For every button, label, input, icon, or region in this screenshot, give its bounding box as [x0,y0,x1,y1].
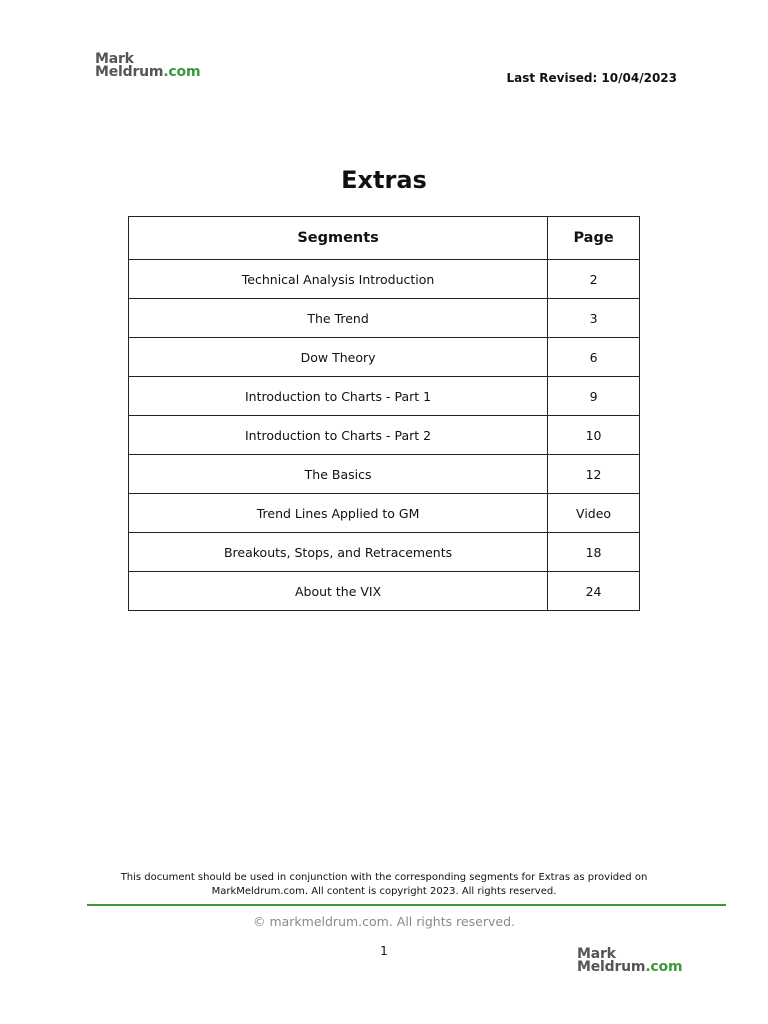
brand-logo [95,53,200,79]
table-header-row [129,217,640,260]
segment-name: Introduction to Charts - Part 2 [129,416,548,455]
segment-name: Introduction to Charts - Part 1 [129,377,548,416]
segment-name: About the VIX [129,572,548,611]
segment-name: The Trend [129,299,548,338]
segment-name: Breakouts, Stops, and Retracements [129,533,548,572]
logo-line-1: Mark [577,946,616,962]
table-row [129,260,640,299]
footer-logo [577,948,682,974]
notice-line-1: This document should be used in conjunction with the corresponding segments for Extras as provided on [120,872,648,883]
segments-table [128,216,640,611]
segment-page: 12 [548,455,640,494]
document-title: Extras [341,166,427,194]
table-row [129,416,640,455]
segment-page: 10 [548,416,640,455]
header-page: Page [548,217,640,260]
segment-page: 6 [548,338,640,377]
segment-page: 9 [548,377,640,416]
copyright-text: © markmeldrum.com. All rights reserved. [252,914,516,929]
table-row [129,455,640,494]
logo-name: Meldrum [95,64,164,80]
logo-line-2 [577,961,682,974]
segment-page: 2 [548,260,640,299]
table-row [129,338,640,377]
logo-name: Meldrum [577,959,646,975]
segment-page: 18 [548,533,640,572]
segment-page: 24 [548,572,640,611]
logo-line-1: Mark [95,51,134,67]
logo-domain: .com [163,64,201,80]
last-revised-date: Last Revised: 10/04/2023 [506,71,677,85]
segment-page: Video [548,494,640,533]
header-segments: Segments [129,217,548,260]
usage-notice [0,871,768,899]
table-row [129,533,640,572]
page-number: 1 [380,944,388,958]
table-row [129,299,640,338]
segment-name: Technical Analysis Introduction [129,260,548,299]
logo-line-2 [95,66,200,79]
segment-name: Trend Lines Applied to GM [129,494,548,533]
table-row [129,494,640,533]
notice-line-2: MarkMeldrum.com. All content is copyright 2023. All rights reserved. [211,886,557,897]
table-row [129,377,640,416]
table-row [129,572,640,611]
segment-name: Dow Theory [129,338,548,377]
footer-divider [87,904,726,906]
segment-name: The Basics [129,455,548,494]
segment-page: 3 [548,299,640,338]
logo-domain: .com [645,959,683,975]
